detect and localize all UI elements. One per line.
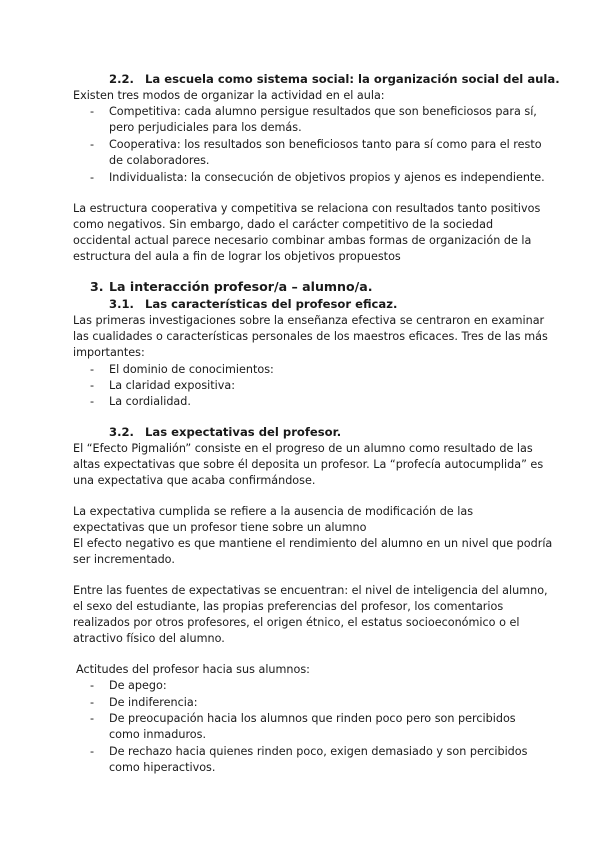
section-3-1-title: Las características del profesor eficaz. (145, 297, 398, 311)
paragraph-line: La estructura cooperativa y competitiva se relaciona con resultados tanto positivos (73, 202, 541, 215)
paragraph-line: el sexo del estudiante, las propias preferencias del profesor, los comentarios (73, 600, 504, 613)
list-bullet: - (90, 105, 95, 118)
section-2-2-number: 2.2. (109, 72, 134, 86)
list-item: Cooperativa: los resultados son beneficiosos tanto para sí como para el resto (109, 138, 542, 151)
section-3-number: 3. (90, 279, 104, 294)
list-item: La cordialidad. (109, 395, 191, 408)
paragraph-line: Entre las fuentes de expectativas se encuentran: el nivel de inteligencia del alumno, (73, 584, 548, 597)
list-item: Individualista: la consecución de objetivos propios y ajenos es independiente. (109, 171, 545, 184)
section-3-2-number: 3.2. (109, 425, 134, 439)
list-bullet: - (90, 395, 95, 408)
section-2-2-title: La escuela como sistema social: la organización social del aula. (145, 72, 560, 86)
list-item: La claridad expositiva: (109, 379, 236, 392)
paragraph-line: El efecto negativo es que mantiene el rendimiento del alumno en un nivel que podría (73, 537, 553, 550)
paragraph-line: las cualidades o características personales de los maestros eficaces. Tres de las más (73, 330, 548, 343)
list-bullet: - (90, 379, 95, 392)
list-item: Competitiva: cada alumno persigue resultados que son beneficiosos para sí, (109, 105, 537, 118)
paragraph-line: Las primeras investigaciones sobre la enseñanza efectiva se centraron en examinar (73, 314, 545, 327)
paragraph-line: estructura del aula a fin de lograr los objetivos propuestos (73, 250, 401, 263)
list-item: El dominio de conocimientos: (109, 363, 274, 376)
paragraph-line: El “Efecto Pigmalión” consiste en el progreso de un alumno como resultado de las (73, 442, 533, 455)
paragraph-line: como negativos. Sin embargo, dado el carácter competitivo de la sociedad (73, 218, 494, 231)
list-bullet: - (90, 363, 95, 376)
section-3-title: La interacción profesor/a – alumno/a. (109, 279, 373, 294)
list-bullet: - (90, 171, 95, 184)
list-item: De preocupación hacia los alumnos que rinden poco pero son percibidos (109, 712, 516, 725)
paragraph-line: La expectativa cumplida se refiere a la ausencia de modificación de las (73, 505, 474, 518)
paragraph-line: altas expectativas que sobre él deposita un profesor. La “profecía autocumplida” es (73, 458, 544, 471)
list-item: De apego: (109, 679, 167, 692)
paragraph-line: una expectativa que acaba confirmándose. (73, 474, 316, 487)
list-item: De rechazo hacia quienes rinden poco, exigen demasiado y son percibidos (109, 745, 528, 758)
paragraph-line: realizados por otros profesores, el origen étnico, el estatus socioeconómico o el (73, 616, 520, 629)
list-bullet: - (90, 745, 95, 758)
list-item-continuation: de colaboradores. (109, 154, 210, 167)
list-item: De indiferencia: (109, 696, 198, 709)
section-3-2-title: Las expectativas del profesor. (145, 425, 342, 439)
paragraph-line: importantes: (73, 346, 145, 359)
list-bullet: - (90, 696, 95, 709)
paragraph-line: atractivo físico del alumno. (73, 632, 225, 645)
list-item-continuation: pero perjudiciales para los demás. (109, 121, 302, 134)
list-bullet: - (90, 138, 95, 151)
list-item-continuation: como hiperactivos. (109, 761, 216, 774)
list-item-continuation: como inmaduros. (109, 728, 207, 741)
section-3-1-number: 3.1. (109, 297, 134, 311)
paragraph-line: occidental actual parece necesario combinar ambas formas de organización de la (73, 234, 532, 247)
paragraph-line: ser incrementado. (73, 553, 175, 566)
list-bullet: - (90, 712, 95, 725)
paragraph-line: expectativas que un profesor tiene sobre un alumno (73, 521, 367, 534)
list-bullet: - (90, 679, 95, 692)
section-2-2-intro: Existen tres modos de organizar la actividad en el aula: (73, 89, 385, 102)
attitudes-intro: Actitudes del profesor hacia sus alumnos: (76, 663, 310, 676)
